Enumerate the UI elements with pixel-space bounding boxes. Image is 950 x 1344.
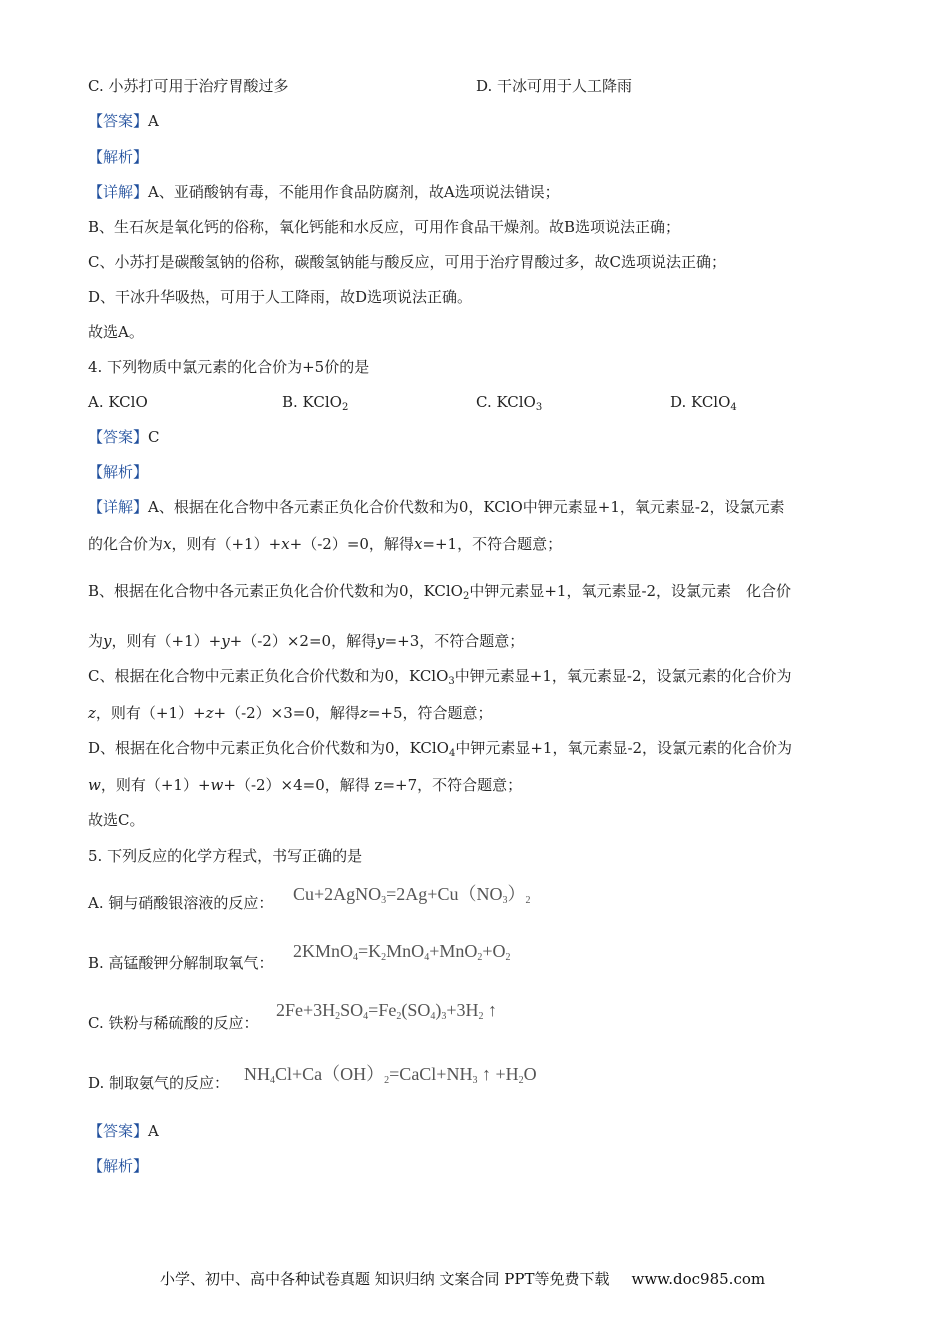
answer-value: C <box>148 428 160 446</box>
answer-tag: 【答案】 <box>88 428 149 446</box>
q4-option-b: B. KClO$_2$ <box>282 393 349 413</box>
q4-detail-a-line1 <box>88 497 785 517</box>
q4-detail-d-line2: w，则有（+1）+w+（-2）×4=0，解得 z=+7，不符合题意； <box>88 776 523 794</box>
q3-answer <box>88 111 159 131</box>
analysis-tag: 【解析】 <box>88 148 149 166</box>
analysis-tag: 【解析】 <box>88 463 149 481</box>
q3-option-d: D. 干冰可用于人工降雨 <box>476 77 633 95</box>
q5-option-a-label: A. 铜与硝酸银溶液的反应： <box>88 894 274 912</box>
answer-value: A <box>148 1122 159 1140</box>
q3-analysis-tag <box>88 147 148 167</box>
q5-equation-c: $2Fe+3H_2SO_4=Fe_2(SO_4)_3+3H_2$ ↑ <box>276 1000 497 1022</box>
q4-conclusion: 故选C。 <box>88 811 145 829</box>
q5-equation-d: $NH_4Cl+Ca(OH)_2=CaCl+NH_3$ ↑ $+H_2O$ <box>244 1064 537 1086</box>
q5-stem: 5. 下列反应的化学方程式，书写正确的是 <box>88 847 363 865</box>
detail-tag: 【详解】 <box>88 498 149 516</box>
analysis-tag: 【解析】 <box>88 1157 149 1175</box>
q4-analysis-tag <box>88 462 148 482</box>
answer-tag: 【答案】 <box>88 112 149 130</box>
q4-option-a: A. KClO <box>88 393 148 411</box>
footer-url[interactable]: www.doc985.com <box>631 1270 766 1288</box>
q4-detail-c-line1: C、根据在化合物中元素正负化合价代数和为0，KClO$_3$中钾元素显+1，氧元素显-2，设氯元素的化合价为 <box>88 667 792 687</box>
q5-option-c-label: C. 铁粉与稀硫酸的反应： <box>88 1014 259 1032</box>
q5-equation-a: $Cu+2AgNO_3=2Ag+Cu(NO_3)_2$ <box>293 884 531 906</box>
detail-text: A、根据在化合物中各元素正负化合价代数和为0，KClO中钾元素显+1，氧元素显-2，设氯元素 <box>148 498 785 516</box>
q4-answer <box>88 427 160 447</box>
q4-detail-d-line1: D、根据在化合物中元素正负化合价代数和为0，KClO$_4$中钾元素显+1，氧元素显-2，设氯元素的化合价为 <box>88 739 793 759</box>
q4-stem: 4. 下列物质中氯元素的化合价为+5价的是 <box>88 358 370 376</box>
detail-text: A、亚硝酸钠有毒，不能用作食品防腐剂，故A选项说法错误； <box>148 183 560 201</box>
q5-equation-b: $2KMnO_4=K_2MnO_4+MnO_2+O_2$ <box>293 941 511 963</box>
q3-conclusion: 故选A。 <box>88 323 144 341</box>
q3-detail-d: D、干冰升华吸热，可用于人工降雨，故D选项说法正确。 <box>88 288 473 306</box>
answer-tag: 【答案】 <box>88 1122 149 1140</box>
q4-detail-a-line2: 的化合价为x，则有（+1）+x+（-2）=0，解得x=+1，不符合题意； <box>88 535 563 553</box>
q4-detail-c-line2: z，则有（+1）+z+（-2）×3=0，解得z=+5，符合题意； <box>88 704 493 722</box>
q5-option-d-label: D. 制取氨气的反应： <box>88 1074 230 1092</box>
q4-detail-b-line2: 为y，则有（+1）+y+（-2）×2=0，解得y=+3，不符合题意； <box>88 632 525 650</box>
q3-detail-a <box>88 182 560 202</box>
page-footer <box>160 1268 765 1289</box>
detail-tag: 【详解】 <box>88 183 149 201</box>
q3-detail-b: B、生石灰是氧化钙的俗称，氧化钙能和水反应，可用作食品干燥剂。故B选项说法正确； <box>88 218 681 236</box>
q3-detail-c: C、小苏打是碳酸氢钠的俗称，碳酸氢钠能与酸反应，可用于治疗胃酸过多，故C选项说法正确； <box>88 253 726 271</box>
q4-option-d: D. KClO$_4$ <box>670 393 737 413</box>
q5-answer <box>88 1121 159 1141</box>
q5-analysis-tag <box>88 1156 148 1176</box>
q5-option-b-label: B. 高锰酸钾分解制取氧气： <box>88 954 274 972</box>
q4-detail-b-line1: B、根据在化合物中各元素正负化合价代数和为0，KClO$_2$中钾元素显+1，氧元素显-2，设氯元素 化合价 <box>88 582 792 602</box>
footer-text: 小学、初中、高中各种试卷真题 知识归纳 文案合同 PPT等免费下载 <box>160 1270 610 1288</box>
q4-option-c: C. KClO$_3$ <box>476 393 543 413</box>
answer-value: A <box>148 112 159 130</box>
q3-option-c: C. 小苏打可用于治疗胃酸过多 <box>88 77 289 95</box>
